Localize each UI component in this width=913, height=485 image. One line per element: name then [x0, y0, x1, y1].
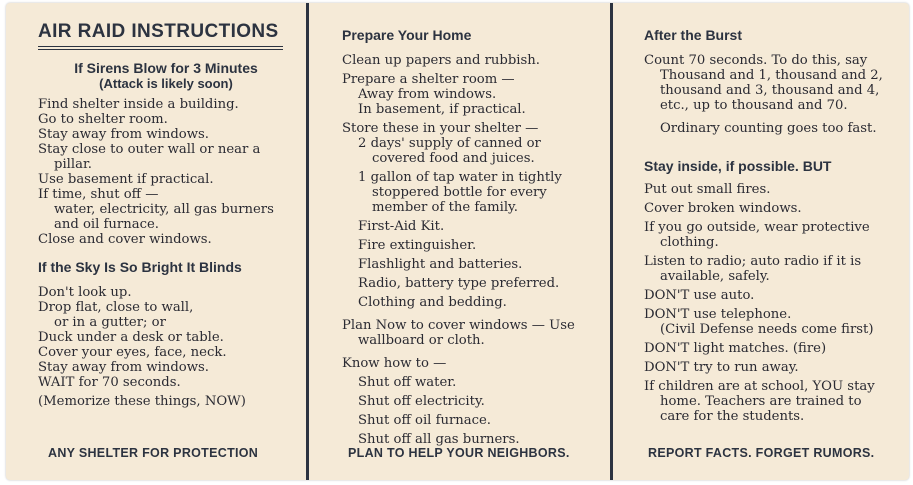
- instruction-line: etc., up to thousand and 70.: [660, 98, 848, 113]
- instruction-line: Cover your eyes, face, neck.: [38, 345, 227, 360]
- shelter-item: covered food and juices.: [372, 151, 535, 166]
- column-divider: [306, 3, 309, 480]
- stay-inside-heading: Stay inside, if possible. BUT: [644, 158, 832, 174]
- instruction-line: and oil furnace.: [54, 217, 159, 232]
- know-item: Shut off electricity.: [358, 394, 485, 409]
- shelter-item: 2 days' supply of canned or: [358, 136, 541, 151]
- instruction-line: clothing.: [660, 235, 719, 250]
- sky-heading: If the Sky Is So Bright It Blinds: [38, 259, 242, 275]
- instruction-line: Clean up papers and rubbish.: [342, 53, 540, 68]
- instruction-line: Count 70 seconds. To do this, say: [644, 53, 868, 68]
- instruction-line: Ordinary counting goes too fast.: [660, 121, 877, 136]
- instruction-line: (Civil Defense needs come first): [660, 322, 874, 337]
- instruction-line: If children are at school, YOU stay: [644, 379, 875, 394]
- instruction-line: Use basement if practical.: [38, 172, 214, 187]
- instruction-line: thousand and 3, thousand and 4,: [660, 83, 880, 98]
- instruction-line: Stay away from windows.: [38, 360, 209, 375]
- instruction-line: Find shelter inside a building.: [38, 97, 239, 112]
- instruction-line: home. Teachers are trained to: [660, 394, 862, 409]
- instruction-line: Drop flat, close to wall,: [38, 300, 194, 315]
- shelter-item: stoppered bottle for every: [372, 185, 547, 200]
- shelter-item: member of the family.: [372, 200, 518, 215]
- instruction-line: DON'T light matches. (fire): [644, 341, 827, 356]
- sirens-subheading: (Attack is likely soon): [99, 76, 233, 91]
- shelter-item: Flashlight and batteries.: [358, 257, 523, 272]
- sirens-heading: If Sirens Blow for 3 Minutes: [74, 60, 258, 76]
- instruction-line: DON'T try to run away.: [644, 360, 799, 375]
- instruction-line: Cover broken windows.: [644, 201, 802, 216]
- shelter-item: 1 gallon of tap water in tightly: [358, 170, 562, 185]
- instruction-line: Listen to radio; auto radio if it is: [644, 254, 862, 269]
- know-item: Shut off all gas burners.: [358, 432, 520, 447]
- instruction-line: Close and cover windows.: [38, 232, 212, 247]
- instruction-line: pillar.: [54, 157, 93, 172]
- column-footer: PLAN TO HELP YOUR NEIGHBORS.: [348, 446, 570, 460]
- instruction-line: Stay close to outer wall or near a: [38, 142, 261, 157]
- instruction-line: DON'T use telephone.: [644, 307, 792, 322]
- instruction-line: (Memorize these things, NOW): [38, 394, 246, 409]
- instruction-line: wallboard or cloth.: [358, 333, 485, 348]
- air-raid-card: [6, 3, 909, 480]
- instruction-line: Thousand and 1, thousand and 2,: [660, 68, 883, 83]
- instruction-line: Put out small fires.: [644, 182, 771, 197]
- instruction-line: Away from windows.: [358, 87, 497, 102]
- instruction-line: Don't look up.: [38, 285, 132, 300]
- instruction-line: Prepare a shelter room —: [342, 72, 515, 87]
- instruction-line: care for the students.: [660, 409, 805, 424]
- instruction-line: If you go outside, wear protective: [644, 220, 870, 235]
- instruction-line: Duck under a desk or table.: [38, 330, 224, 345]
- instruction-line: or in a gutter; or: [54, 315, 166, 330]
- shelter-item: Clothing and bedding.: [358, 295, 507, 310]
- column-after-burst: [614, 3, 909, 480]
- instruction-line: DON'T use auto.: [644, 288, 755, 303]
- instruction-line: water, electricity, all gas burners: [54, 202, 274, 217]
- instruction-line: available, safely.: [660, 269, 770, 284]
- instruction-line: Plan Now to cover windows — Use: [342, 318, 575, 333]
- shelter-item: Radio, battery type preferred.: [358, 276, 560, 291]
- column-footer: ANY SHELTER FOR PROTECTION: [48, 446, 259, 460]
- column-footer: REPORT FACTS. FORGET RUMORS.: [648, 446, 875, 460]
- column-prepare: [310, 3, 610, 480]
- instruction-line: In basement, if practical.: [358, 102, 526, 117]
- instruction-line: WAIT for 70 seconds.: [38, 375, 181, 390]
- know-item: Shut off oil furnace.: [358, 413, 491, 428]
- instruction-line: Store these in your shelter —: [342, 121, 539, 136]
- column-sirens: [6, 3, 306, 480]
- know-item: Shut off water.: [358, 375, 457, 390]
- instruction-line: Go to shelter room.: [38, 112, 168, 127]
- after-burst-heading: After the Burst: [644, 27, 743, 43]
- instruction-line: Stay away from windows.: [38, 127, 209, 142]
- shelter-item: Fire extinguisher.: [358, 238, 477, 253]
- instruction-line: Know how to —: [342, 356, 447, 371]
- shelter-item: First-Aid Kit.: [358, 219, 445, 234]
- column-divider: [610, 3, 613, 480]
- prepare-heading: Prepare Your Home: [342, 27, 472, 43]
- instruction-line: If time, shut off —: [38, 187, 159, 202]
- page-title: AIR RAID INSTRUCTIONS: [38, 21, 283, 50]
